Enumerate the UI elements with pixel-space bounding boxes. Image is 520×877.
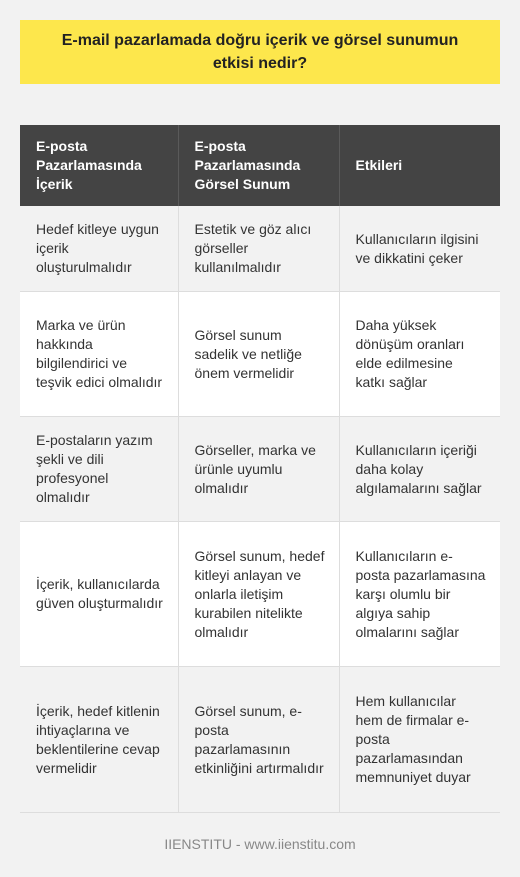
table-cell: Kullanıcıların ilgisini ve dikkatini çeker: [339, 206, 500, 292]
table-cell: İçerik, kullanıcılarda güven oluşturmalıdır: [20, 522, 178, 667]
table-cell: Görseller, marka ve ürünle uyumlu olmalıdır: [178, 417, 339, 522]
table-row: [20, 206, 500, 292]
header-cell-effects: Etkileri: [339, 125, 500, 206]
table-cell: E-postaların yazım şekli ve dili profesyonel olmalıdır: [20, 417, 178, 522]
header-cell-content: E-posta Pazarlamasında İçerik: [20, 125, 178, 206]
table-row: [20, 667, 500, 813]
table-cell: Estetik ve göz alıcı görseller kullanılmalıdır: [178, 206, 339, 292]
table-cell: Marka ve ürün hakkında bilgilendirici ve teşvik edici olmalıdır: [20, 292, 178, 417]
table-cell: Kullanıcıların e-posta pazarlamasına karşı olumlu bir algıya sahip olmalarını sağlar: [339, 522, 500, 667]
table-cell: İçerik, hedef kitlenin ihtiyaçlarına ve beklentilerine cevap vermelidir: [20, 667, 178, 813]
table-cell: Hem kullanıcılar hem de firmalar e-posta pazarlamasından memnuniyet duyar: [339, 667, 500, 813]
table-header-row: [20, 125, 500, 206]
page-title: E-mail pazarlamada doğru içerik ve görsel sunumun etkisi nedir?: [20, 20, 500, 84]
table-row: [20, 417, 500, 522]
table-cell: Görsel sunum sadelik ve netliğe önem vermelidir: [178, 292, 339, 417]
footer-source: IIENSTITU - www.iienstitu.com: [164, 836, 356, 852]
table-row: [20, 522, 500, 667]
table-cell: Daha yüksek dönüşüm oranları elde edilmesine katkı sağlar: [339, 292, 500, 417]
table-cell: Kullanıcıların içeriği daha kolay algılamalarını sağlar: [339, 417, 500, 522]
table-cell: Hedef kitleye uygun içerik oluşturulmalıdır: [20, 206, 178, 292]
comparison-table: [20, 125, 500, 813]
table-row: [20, 292, 500, 417]
table-cell: Görsel sunum, e-posta pazarlamasının etkinliğini artırmalıdır: [178, 667, 339, 813]
header-cell-visual: E-posta Pazarlamasında Görsel Sunum: [178, 125, 339, 206]
table-cell: Görsel sunum, hedef kitleyi anlayan ve onlarla iletişim kurabilen nitelikte olmalıdır: [178, 522, 339, 667]
